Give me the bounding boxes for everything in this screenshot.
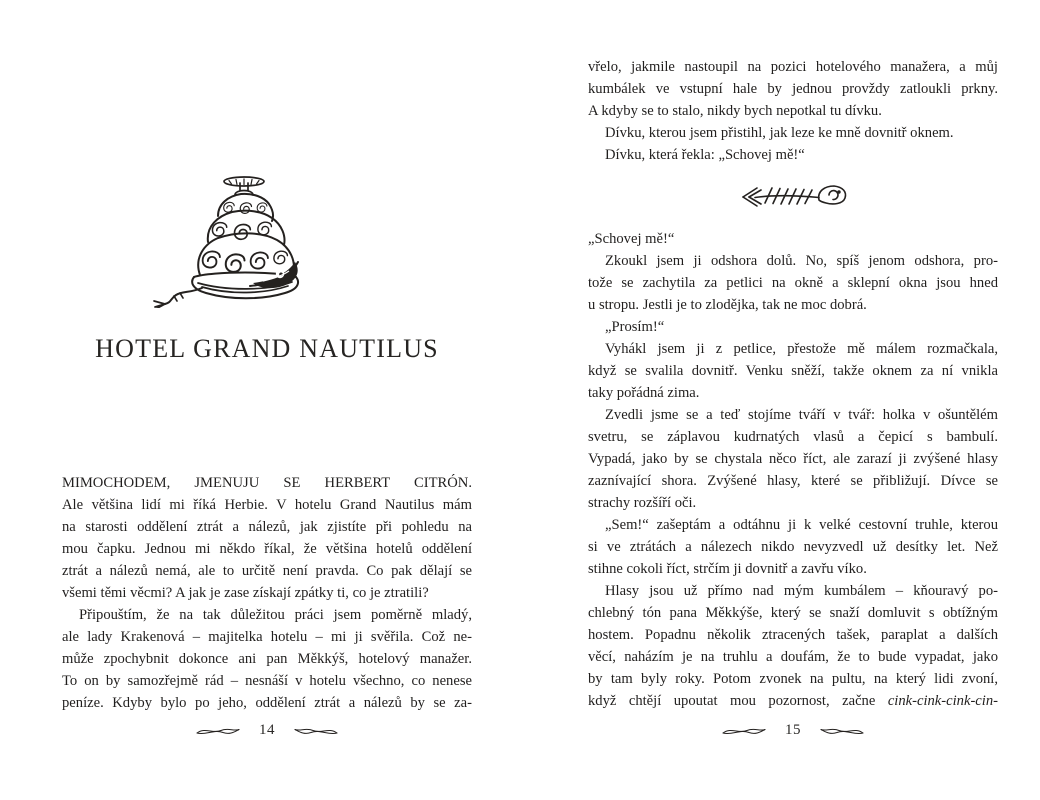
text-line: Zkoukl jsem ji odshora dolů. No, spíš jenom odshora, pro- [605,253,998,269]
text-line: vřelo, jakmile nastoupil na pozici hotelového manažera, a můj [588,59,998,75]
text-line: si ve ztrátách a nálezech nikdo nevyzvedl už desítky let. Než [588,539,998,555]
text-line: peníze. Kdyby bylo po jeho, oddělení ztrát a nálezů by se za- [62,695,472,711]
italic-text-run: cink-cink-cink-cin- [887,693,998,709]
nautilus-bell-illustration [150,174,330,308]
text-line: hostem. Popadnu několik ztracených tašek, paraplat a dalších [588,627,998,643]
text-line: může zpochybnit dokonce ani pan Měkkýš, hotelový manažer. [62,651,472,667]
right-page-body [588,56,998,712]
text-line: „Prosím!“ [605,319,665,335]
right-page-text-top [588,56,998,166]
left-page-body [62,472,472,714]
page-number: 14 [259,722,275,738]
text-line [588,690,998,712]
text-line: strachy rozšíří oči. [588,495,697,511]
right-page-text-bottom [588,228,998,712]
text-line: To on by samozřejmě rád – nesnáší v hotelu všechno, co nenese [62,673,472,689]
text-line: by tam byly roky. Potom zvonek na pultu, na který lidi zvoní, [588,671,998,687]
text-line: Ale většina lidí mi říká Herbie. V hotelu Grand Nautilus mám [62,497,472,513]
chapter-title: HOTEL GRAND NAUTILUS [95,334,439,363]
text-line: na starosti oddělení ztrát a nálezů, jak zjistíte při pohledu na [62,519,472,535]
text-line: ale lady Krakenová – majitelka hotelu – mi ji svěřila. Což ne- [62,629,472,645]
text-line: stihne cokoli říct, strčím ji dovnitř a zavřu víko. [588,561,867,577]
left-page [62,0,472,800]
text-line: tože se zachytila za petlici na okně a sklepní okna jsou hned [588,275,998,291]
text-line: taky pořádná zima. [588,385,700,401]
text-line: chlebný tón pana Měkkýše, který se snaží domluvit s obtížným [588,605,998,621]
text-line: všemi těmi věcmi? A jak je zase získají zpátky ti, co je ztratili? [62,585,429,601]
right-page [588,0,998,800]
text-line: Zvedli jsme se a teď stojíme tváří v tvář: holka v ošuntělém [605,407,998,423]
wave-ornament [195,725,241,737]
text-line: „Schovej mě!“ [588,231,675,247]
text-line: A kdyby se to stalo, nikdy bych nepotkal tu dívku. [588,103,882,119]
text-line: Vyhákl jsem ji z petlice, přestože mě málem rozmačkala, [605,341,998,357]
text-line: ztrát a nálezů nemá, ale to určitě není pravda. Co pak dělají se [62,563,472,579]
text-run: když chtějí upoutat mou pozornost, začne [588,693,888,709]
text-line: kumbálek ve vstupní hale by jednou provždy zatloukli prkny. [588,81,998,97]
text-line: věcí, naházím je na truhlu a doufám, že to bude vypadat, jako [588,649,998,665]
text-line: Dívku, která řekla: „Schovej mě!“ [605,147,805,163]
text-line: Vypadá, jako by se chystala něco říct, ale zarazí ji zvýšené hlasy [588,451,998,467]
wave-ornament [293,725,339,737]
text-line: u stropu. Jestli je to zlodějka, tak ne moc dobrá. [588,297,867,313]
left-page-footer [62,722,472,739]
wave-ornament [819,725,865,737]
right-page-footer [588,722,998,739]
text-line: mou čapku. Jednou mi někdo říkal, že většina hotelů oddělení [62,541,472,557]
text-line: když se svalila dovnitř. Venku sněží, takže oknem za ní vnikla [588,363,998,379]
text-line: „Sem!“ zašeptám a odtáhnu ji k velké cestovní truhle, kterou [605,517,998,533]
wave-ornament [721,725,767,737]
text-line: zaznívající shora. Zvýšené hlasy, které se přibližují. Dívce se [588,473,998,489]
section-divider [588,180,998,216]
text-line: Připouštím, že na tak důležitou práci jsem poměrně mladý, [79,607,472,623]
fish-skeleton-icon [735,180,851,214]
text-line: Dívku, kterou jsem přistihl, jak leze ke mně dovnitř oknem. [605,125,954,141]
text-line: Hlasy jsou už přímo nad mým kumbálem – kňouravý po- [605,583,998,599]
text-line: MIMOCHODEM, JMENUJU SE HERBERT CITRÓN. [62,475,472,491]
text-line: svetru, se záplavou kudrnatých vlasů a čepicí s bambulí. [588,429,998,445]
page-number: 15 [785,722,801,738]
chapter-illustration [150,174,330,313]
